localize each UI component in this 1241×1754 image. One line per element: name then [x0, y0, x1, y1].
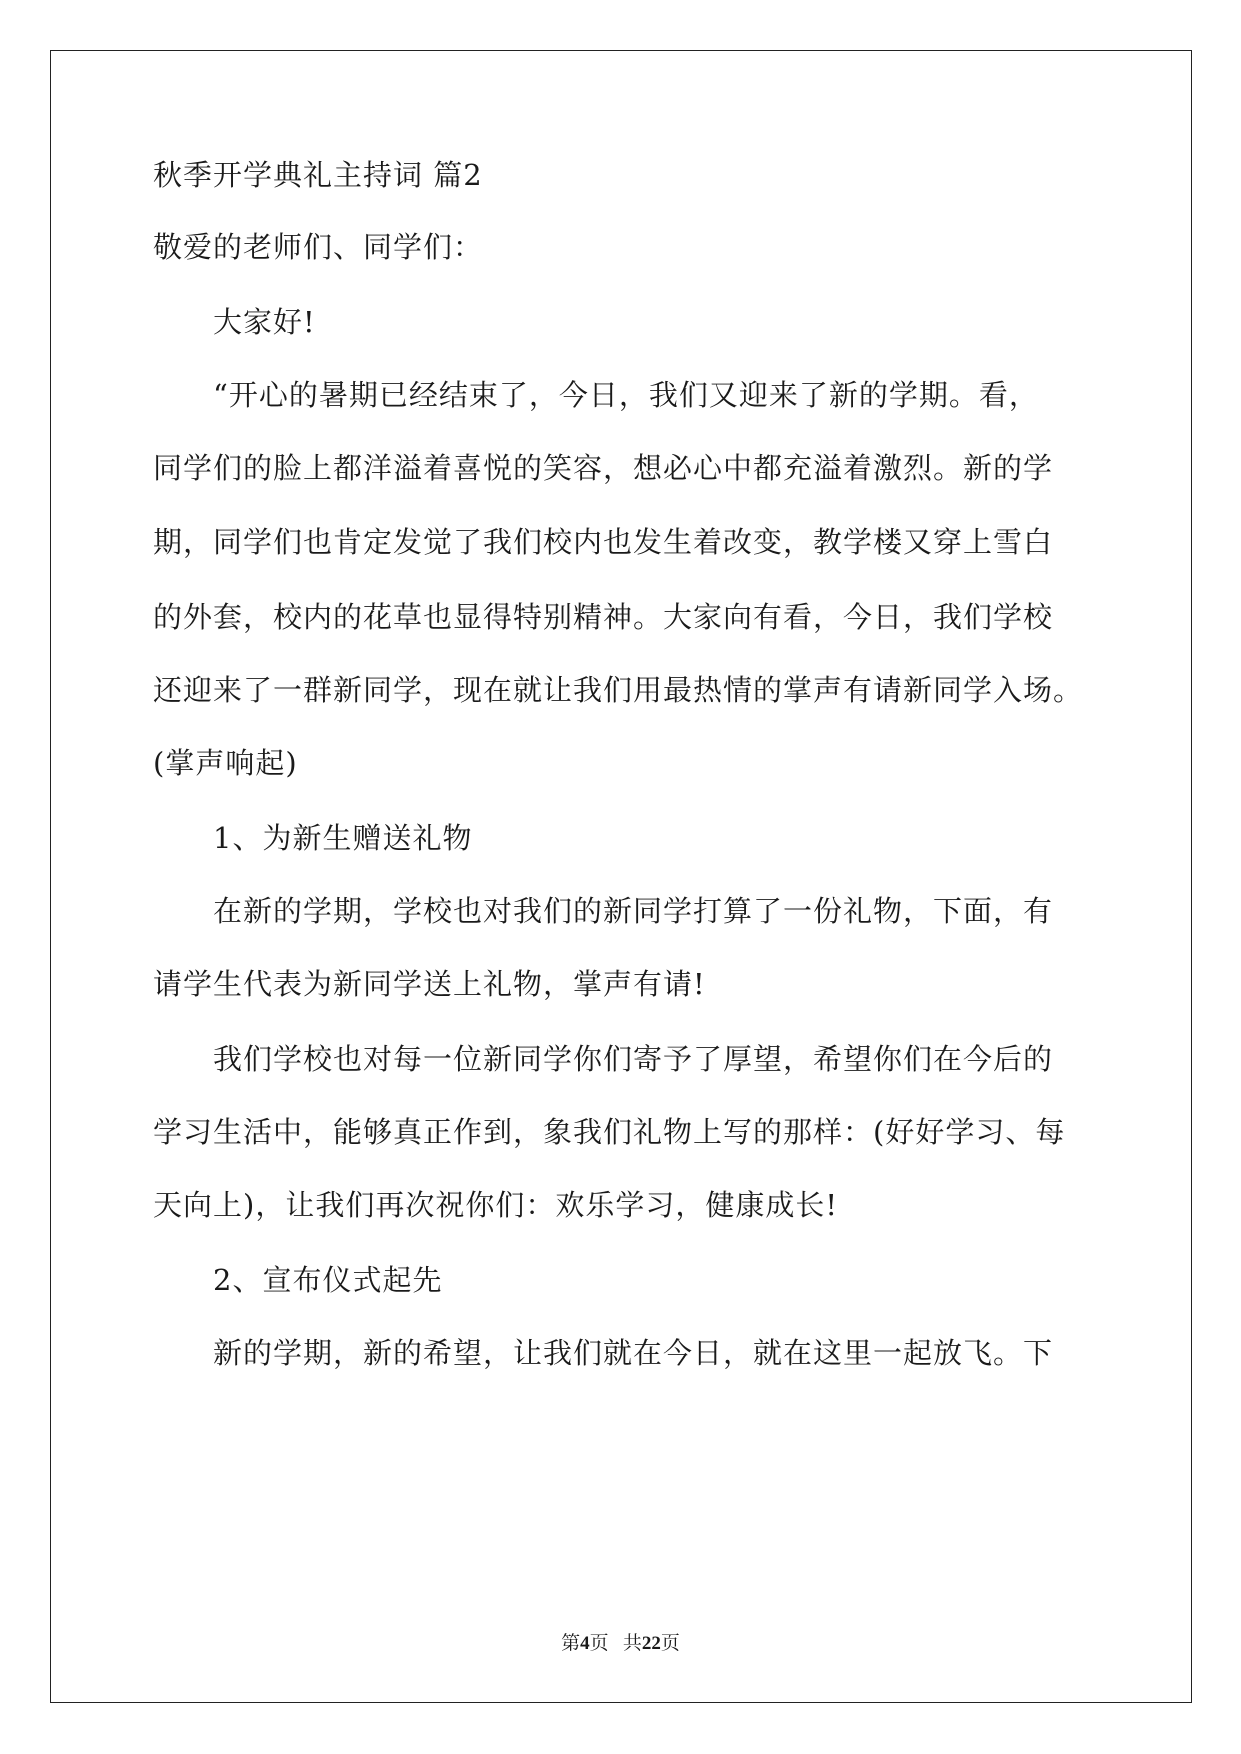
stage-direction: (掌声响起) [153, 746, 298, 780]
section-heading: 2、宣布仪式起先 [213, 1263, 443, 1297]
footer-page-suffix: 页 [589, 1633, 609, 1654]
page-number: 4 [580, 1633, 590, 1654]
paragraph-line: 天向上)，让我们再次祝你们：欢乐学习，健康成长! [153, 1188, 838, 1222]
footer-total-prefix: 共 [622, 1633, 642, 1654]
paragraph-line: 我们学校也对每一位新同学你们寄予了厚望，希望你们在今后的 [213, 1042, 1054, 1076]
page-border [50, 50, 1192, 1703]
greeting: 大家好! [213, 305, 316, 339]
paragraph-line: 在新的学期，学校也对我们的新同学打算了一份礼物，下面，有 [213, 894, 1054, 928]
paragraph-line: 的外套，校内的花草也显得特别精神。大家向有看，今日，我们学校 [153, 600, 1054, 634]
paragraph-line: 同学们的脸上都洋溢着喜悦的笑容，想必心中都充溢着激烈。新的学 [153, 451, 1054, 485]
salutation: 敬爱的老师们、同学们： [153, 230, 484, 264]
footer-prefix: 第 [561, 1633, 581, 1654]
section-heading: 1、为新生赠送礼物 [213, 821, 473, 855]
paragraph-line: 期，同学们也肯定发觉了我们校内也发生着改变，教学楼又穿上雪白 [153, 525, 1054, 559]
paragraph-line: 学习生活中，能够真正作到，象我们礼物上写的那样：(好好学习、每 [153, 1115, 1066, 1149]
total-pages: 22 [641, 1633, 661, 1654]
page-footer [0, 1628, 1241, 1655]
footer-total-suffix: 页 [660, 1633, 680, 1654]
paragraph-line: 新的学期，新的希望，让我们就在今日，就在这里一起放飞。下 [213, 1336, 1054, 1370]
document-title: 秋季开学典礼主持词 篇2 [153, 158, 483, 192]
paragraph-line: 请学生代表为新同学送上礼物，掌声有请! [153, 967, 706, 1001]
paragraph-line: 还迎来了一群新同学，现在就让我们用最热情的掌声有请新同学入场。 [153, 673, 1084, 707]
paragraph-line: “开心的暑期已经结束了，今日，我们又迎来了新的学期。看， [213, 378, 1039, 412]
